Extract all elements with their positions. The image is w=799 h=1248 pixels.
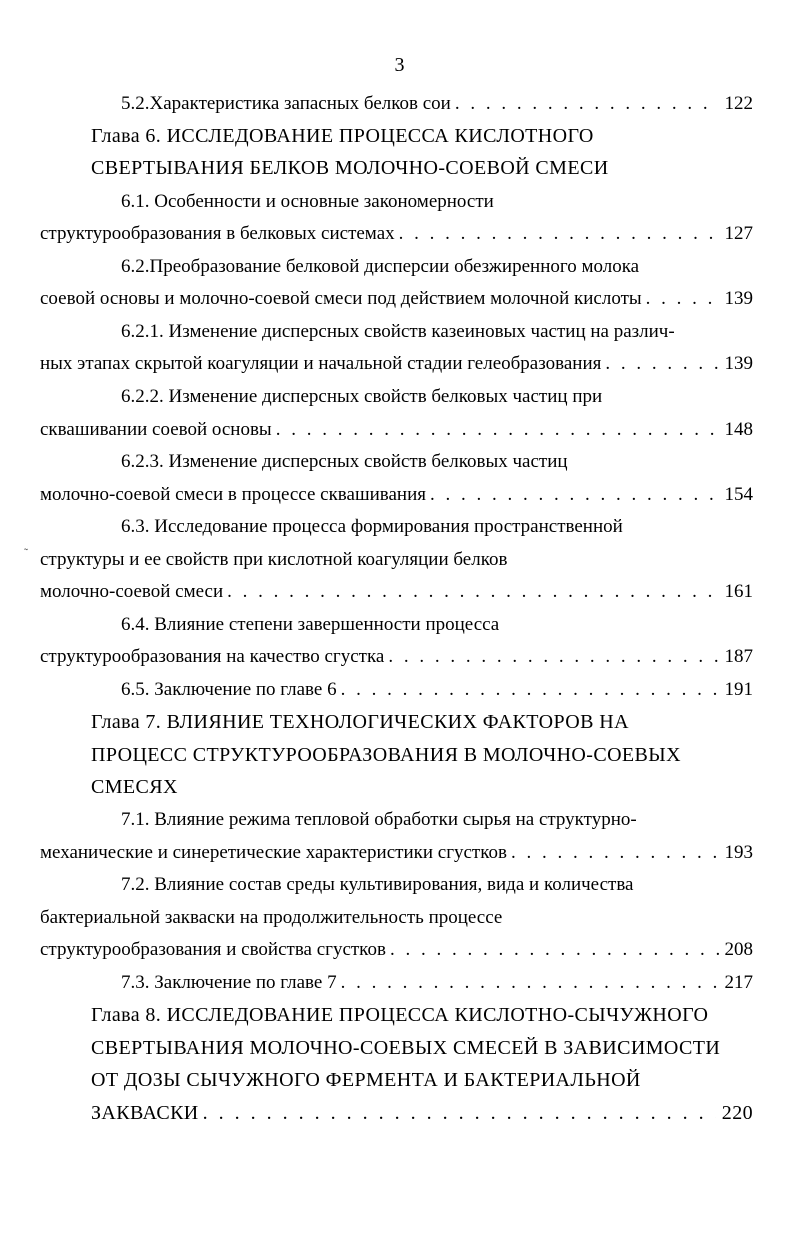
leader-dots [203,1101,716,1125]
toc-entry-7-1-line-1: 7.1. Влияние режима тепловой обработки сырья на структурно- [121,809,637,830]
toc-entry-6-2-3-line-1: 6.2.3. Изменение дисперсных свойств белковых частиц [121,451,568,472]
toc-entry-title: структурообразования в белковых системах [40,223,395,244]
toc-entry-title: молочно-соевой смеси [40,581,224,602]
leader-dots [511,841,719,865]
scan-mark: ˷ [24,537,28,551]
toc-entry-title: структурообразования и свойства сгустков [40,939,386,960]
toc-page-number: 187 [724,646,753,667]
toc-page-number: 127 [724,223,753,244]
toc-page-number: 217 [724,972,753,993]
chapter-7-heading-line-2: ПРОЦЕСС СТРУКТУРООБРАЗОВАНИЯ В МОЛОЧНО-СОЕВЫХ [91,744,681,766]
toc-entry-6-2-1-line-1: 6.2.1. Изменение дисперсных свойств казеиновых частиц на различ- [121,321,675,342]
toc-entry-6-1-line-1: 6.1. Особенности и основные закономерности [121,191,494,212]
toc-entry-6-2 [40,287,753,311]
toc-entry-6-2-line-1: 6.2.Преобразование белковой дисперсии обезжиренного молока [121,256,640,277]
leader-dots [388,645,718,669]
toc-entry-6-3 [40,580,753,604]
toc-entry-7-1 [40,841,753,865]
leader-dots [455,92,719,116]
toc-entry-title: ЗАКВАСКИ [91,1102,199,1124]
chapter-8-heading-line-3: ОТ ДОЗЫ СЫЧУЖНОГО ФЕРМЕНТА И БАКТЕРИАЛЬНОЙ [91,1069,641,1091]
toc-page-number: 154 [724,484,753,505]
toc-entry-5-2 [121,92,753,116]
toc-page-number: 208 [724,939,753,960]
toc-page-number: 139 [724,353,753,374]
toc-entry-6-4-line-1: 6.4. Влияние степени завершенности процесса [121,614,500,635]
chapter-8-heading-line-1: Глава 8. ИССЛЕДОВАНИЕ ПРОЦЕССА КИСЛОТНО-СЫЧУЖНОГО [91,1004,709,1026]
leader-dots [341,971,719,995]
leader-dots [399,222,719,246]
toc-entry-chapter-8 [91,1101,753,1125]
leader-dots [276,418,719,442]
chapter-7-heading-line-3: СМЕСЯХ [91,776,178,798]
toc-page-number: 193 [724,842,753,863]
toc-page-number: 220 [721,1102,753,1124]
toc-entry-7-2 [40,938,753,962]
toc-entry-7-3 [121,971,753,995]
chapter-8-heading-line-2: СВЕРТЫВАНИЯ МОЛОЧНО-СОЕВЫХ СМЕСЕЙ В ЗАВИСИМОСТИ [91,1037,721,1059]
toc-entry-title: 7.3. Заключение по главе 7 [121,972,337,993]
toc-entry-6-2-1 [40,352,753,376]
leader-dots [390,938,719,962]
toc-page-number: 139 [724,288,753,309]
leader-dots [430,483,719,507]
toc-page-number: 148 [724,419,753,440]
toc-entry-6-5 [121,678,753,702]
toc-entry-7-2-line-1: 7.2. Влияние состав среды культивирования, вида и количества [121,874,634,895]
toc-page-number: 191 [724,679,753,700]
toc-entry-title: структурообразования на качество сгустка [40,646,385,667]
chapter-6-heading-line-2: СВЕРТЫВАНИЯ БЕЛКОВ МОЛОЧНО-СОЕВОЙ СМЕСИ [91,157,609,179]
chapter-7-heading-line-1: Глава 7. ВЛИЯНИЕ ТЕХНОЛОГИЧЕСКИХ ФАКТОРОВ НА [91,711,629,733]
leader-dots [341,678,719,702]
toc-entry-6-3-line-2: структуры и ее свойств при кислотной коагуляции белков [40,549,508,570]
toc-entry-6-2-2-line-1: 6.2.2. Изменение дисперсных свойств белковых частиц при [121,386,603,407]
leader-dots [605,352,718,376]
toc-entry-7-2-line-2: бактериальной закваски на продолжительность процессе [40,907,503,928]
chapter-6-heading-line-1: Глава 6. ИССЛЕДОВАНИЕ ПРОЦЕССА КИСЛОТНОГО [91,125,594,147]
toc-entry-title: сквашивании соевой основы [40,419,272,440]
toc-entry-title: 5.2.Характеристика запасных белков сои [121,93,451,114]
leader-dots [646,287,723,311]
toc-entry-6-4 [40,645,753,669]
toc-entry-6-1 [40,222,753,246]
toc-entry-title: механические и синеретические характеристики сгустков [40,842,507,863]
toc-entry-6-2-3 [40,483,753,507]
toc-entry-title: молочно-соевой смеси в процессе сквашивания [40,484,426,505]
page-number: 3 [394,54,405,76]
toc-entry-6-2-2 [40,418,753,442]
toc-page-number: 161 [724,581,753,602]
toc-entry-title: соевой основы и молочно-соевой смеси под действием молочной кислоты [40,288,642,309]
toc-page-number: 122 [724,93,753,114]
leader-dots [227,580,718,604]
toc-entry-title: ных этапах скрытой коагуляции и начальной стадии гелеобразования [40,353,602,374]
toc-entry-title: 6.5. Заключение по главе 6 [121,679,337,700]
toc-entry-6-3-line-1: 6.3. Исследование процесса формирования пространственной [121,516,623,537]
